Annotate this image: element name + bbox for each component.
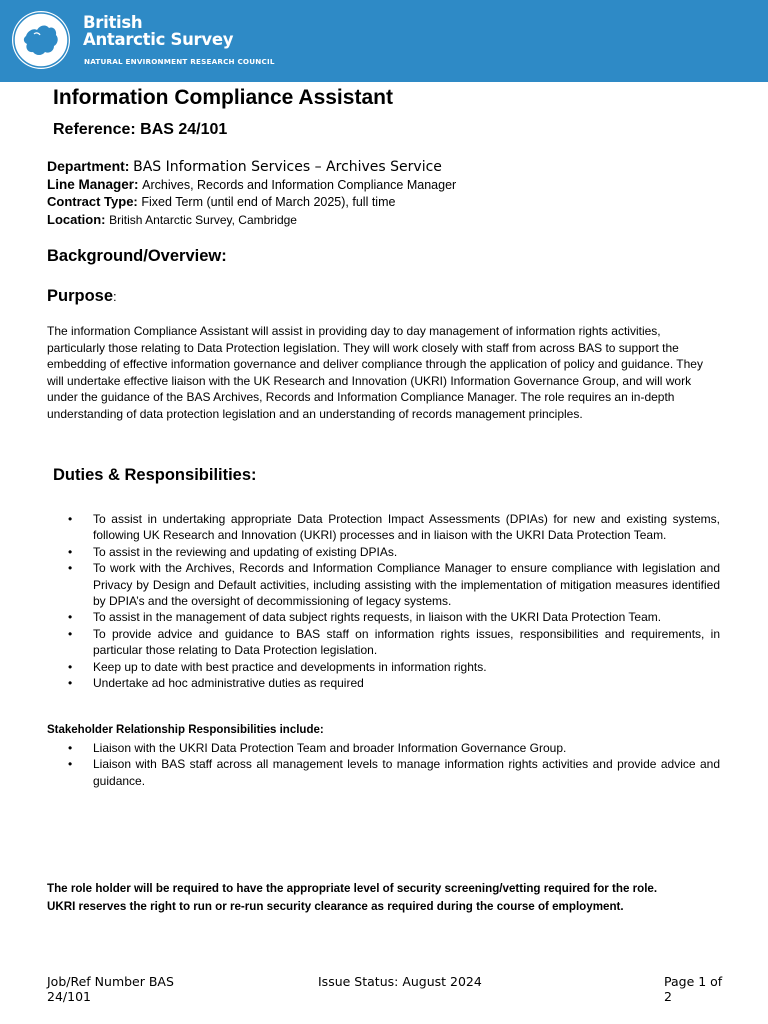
page-title: Information Compliance Assistant	[53, 86, 393, 109]
contract-row	[47, 194, 395, 209]
duties-heading: Duties & Responsibilities:	[53, 466, 257, 484]
department-label: Department:	[47, 158, 130, 174]
bas-logo-icon	[12, 11, 70, 69]
duty-item: • To assist in the management of data subject rights requests, in liaison with the UKRI Data Protection Team.	[47, 609, 720, 625]
background-heading: Background/Overview:	[47, 247, 227, 265]
contract-label: Contract Type:	[47, 194, 138, 209]
purpose-paragraph: The information Compliance Assistant will assist in providing day to day management of information rights activities, particularly those relating to Data Protection legislation. They will work closely with staff from across BAS to support the embedding of effective information governance and deliver compliance through the application of policy and guidance. They will undertake effective liaison with the UK Research and Innovation (UKRI) Information Governance Group, and will work under the guidance of the BAS Archives, Records and Information Compliance Manager. The role requires an in-depth understanding of data protection legislation and an understanding of records management principles.	[47, 324, 703, 421]
header-banner	[0, 0, 768, 82]
department-value: BAS Information Services – Archives Service	[133, 159, 442, 175]
line-manager-row	[47, 177, 456, 192]
line-manager-value: Archives, Records and Information Compliance Manager	[142, 178, 457, 192]
duty-item: • Keep up to date with best practice and developments in information rights.	[47, 659, 720, 675]
purpose-heading	[47, 287, 117, 306]
org-name-line2: Antarctic Survey	[83, 30, 234, 49]
location-value: British Antarctic Survey, Cambridge	[109, 213, 297, 227]
duty-item: • To assist in undertaking appropriate Data Protection Impact Assessments (DPIAs) for new and existing systems, following UK Research and Innovation (UKRI) processes and in liaison with the UKRI Data Protection Team.	[47, 511, 720, 544]
footer-status: Issue Status: August 2024	[318, 974, 482, 989]
stakeholder-item: • Liaison with BAS staff across all management levels to manage information rights activities and provide advice and guidance.	[47, 756, 720, 789]
duty-item: • To provide advice and guidance to BAS staff on information rights issues, responsibilities and requirements, in particular those relating to Data Protection legislation.	[47, 626, 720, 659]
stakeholder-list	[47, 740, 720, 789]
location-label: Location:	[47, 212, 106, 227]
line-manager-label: Line Manager:	[47, 177, 139, 192]
footer-ref	[47, 974, 187, 1004]
org-name-line1: British	[83, 13, 143, 32]
duties-list	[47, 511, 720, 691]
department-row	[47, 158, 442, 175]
footer-ref-text: Job/Ref Number BAS 24/101	[47, 974, 174, 1004]
org-name	[83, 14, 233, 48]
security-note	[47, 880, 737, 916]
stakeholder-item: • Liaison with the UKRI Data Protection Team and broader Information Governance Group.	[47, 740, 720, 756]
location-row	[47, 212, 297, 227]
security-line-2: UKRI reserves the right to run or re-run security clearance as required during the course of employment.	[47, 900, 624, 913]
duty-item: • Undertake ad hoc administrative duties as required	[47, 675, 720, 691]
footer-page	[664, 974, 724, 1004]
footer-page-text: Page 1 of 2	[664, 974, 723, 1004]
duty-item: • To assist in the reviewing and updating of existing DPIAs.	[47, 544, 720, 560]
org-subtitle: NATURAL ENVIRONMENT RESEARCH COUNCIL	[84, 57, 275, 66]
purpose-colon: :	[113, 289, 117, 304]
contract-value: Fixed Term (until end of March 2025), full time	[141, 195, 396, 209]
stakeholder-heading: Stakeholder Relationship Responsibilities include:	[47, 724, 324, 736]
duty-item: • To work with the Archives, Records and Information Compliance Manager to ensure compliance with legislation and Privacy by Design and Default activities, including assisting with the implementation of mitigation measures identified by DPIA’s and the oversight of decommissioning of legacy systems.	[47, 560, 720, 609]
purpose-heading-text: Purpose	[47, 287, 114, 305]
security-line-1: The role holder will be required to have the appropriate level of security screening/vetting required for the role.	[47, 882, 658, 895]
reference: Reference: BAS 24/101	[53, 121, 228, 138]
